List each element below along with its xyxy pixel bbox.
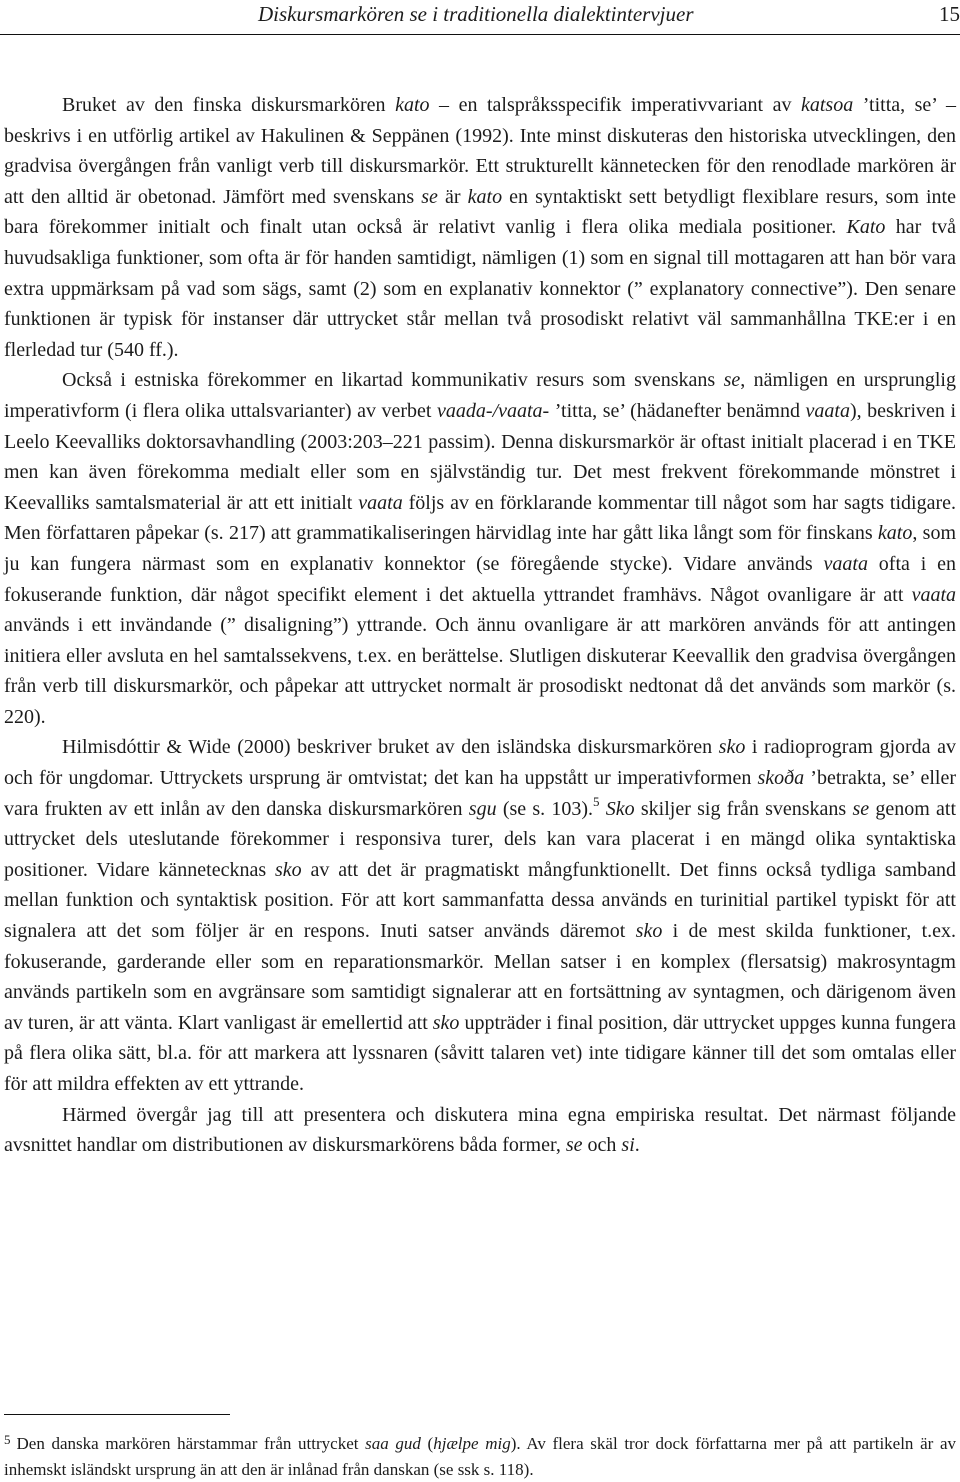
text-run: Den danska markören härstammar från uttrycket [16,1434,366,1453]
text-run: Härmed övergår jag till att presentera och diskutera mina egna empiriska resultat. Det närmast följande avsnittet handlar om distributionen av diskursmarkörens båda former, [4,1103,956,1157]
paragraph [4,365,956,732]
footnote-reference: 5 [593,793,600,809]
text-run: i de mest skilda funktioner, t.ex. fokuserande, garderande eller som en reparationsmarkör. Mellan satser i en komplex (flersatsig) makrosyntagm används partikeln som en avgränsare som samtidigt signalerar att en fortsättning av syntagmen, och därigenom även av turen, är att vänta. Klart vanligast är emellertid att [4,920,956,1034]
italic-term: Sko [605,797,635,820]
footnote-divider [4,1414,230,1415]
italic-term: vaada-/vaata- [437,399,550,422]
italic-term: vaata [911,583,956,606]
italic-term: si [621,1134,635,1157]
italic-term: sko [718,736,746,759]
page-header [0,0,960,35]
italic-term: se [421,185,438,208]
text-run: ), beskriven i Leelo Keevalliks doktorsavhandling (2003:203–221 passim). Denna diskursmarkör är oftast initialt placerad i en TKE men kan även förekomma medialt eller som en självständig tur. Det mest frekvent förekommande mönstret i Keevalliks samtalsmaterial är att ett initialt [4,399,956,514]
text-run: ’titta, se’ – beskrivs i en utförlig artikel av Hakulinen & Seppänen (1992). Inte minst diskuteras den historiska utvecklingen, den gradvisa övergången från vanligt verb till diskursmarkör. Ett strukturellt kännetecken för den renodlade markören är att den alltid är obetonad. Jämfört med svenskans [4,94,957,208]
italic-term: kato [467,185,503,208]
text-run: . [634,1134,640,1157]
italic-term: Kato [846,216,886,239]
italic-term: skoða [757,767,805,790]
italic-term: se [852,797,870,820]
italic-term: kato [877,522,913,545]
italic-term: se [565,1134,583,1157]
text-run: ’titta, se’ (hädanefter benämnd [549,399,806,422]
running-title: Diskursmarkören se i traditionella dialektintervjuer [258,2,694,26]
text-run: , nämligen en ursprunglig imperativform (i flera olika uttalsvarianter) av verbet [4,369,956,422]
italic-term: sko [275,858,302,881]
text-run: ofta i en fokuserande funktion, där något specifikt element i det aktuella yttrandet framhävs. Något ovanligare är att [4,552,956,606]
text-run: (se s. 103). [496,797,594,820]
text-run: används i ett invändande (” disaligning”) yttrande. Och ännu ovanligare är att markören används för att antingen initiera eller avsluta en hel samtalssekvens, t.ex. en berättelse. Slutligen diskuterar Keevallik den gradvisa övergången från verb till diskursmarkör, och påpekar att uttrycket normalt är prosodiskt nedtonat då det används som markör (s. 220). [4,614,956,728]
text-run: ( [420,1434,434,1453]
text-run: ’betrakta, se’ eller vara frukten av ett inlån av den danska diskursmarkören [4,767,956,820]
text-run: har två huvudsakliga funktioner, som ofta är för handen samtidigt, nämligen (1) som en signal till mottagaren att han bör vara extra uppmärksam på vad som sägs, samt (2) som en explanativ konnektor (” explanatory connective”). Den senare funktionen är typisk för instanser där uttrycket står mellan två prosodiskt relativt väl sammanhållna TKE:er i en flerledad tur (540 ff.). [4,216,956,361]
text-run: följs av en förklarande kommentar till något som har sagts tidigare. Men författaren påpekar (s. 217) att grammatikaliseringen härvidlag inte har gått lika långt som för finskans [4,491,956,545]
paragraph [4,732,956,1099]
italic-term: se [723,369,741,392]
paragraph [4,1100,956,1161]
italic-term: vaata [358,491,403,514]
text-run: och [582,1134,622,1157]
text-run: Hilmisdóttir & Wide (2000) beskriver bruket av den isländska diskursmarkören [62,736,719,759]
text-run: genom att uttrycket dels uteslutande förekommer i responsiva turer, dels kan vara placerat i en mängd olika syntaktiska positioner. Vidare kännetecknas [4,797,957,881]
italic-term: sko [432,1011,460,1034]
page-number: 15 [939,2,960,26]
footnote-mark: 5 [4,1432,11,1447]
footnote-text [4,1434,956,1479]
text-run: skiljer sig från svenskans [634,797,853,820]
text-run: av att det är pragmatiskt mångfunktionellt. Det finns också tydliga samband mellan funktion och syntaktisk position. För att kort sammanfatta dessa används en turinitial partikel typiskt för att signalera att det som följer är en respons. Inuti satser används däremot [4,858,956,943]
text-run: är [437,185,468,208]
italic-term: vaata [823,552,868,575]
italic-term: hjælpe mig [433,1434,511,1453]
text-run: Också i estniska förekommer en likartad kommunikativ resurs som svenskans [62,369,724,392]
text-run: en syntaktiskt sett betydligt flexiblare resurs, som inte bara förekommer initialt och finalt utan också är relativt vanlig i flera olika mediala positioner. [4,185,956,239]
italic-term: sko [635,920,663,943]
text-run: Bruket av den finska diskursmarkören [62,94,396,116]
text-run: – en talspråksspecifik imperativvariant av [429,94,801,116]
text-run: i radioprogram gjorda av och för ungdomar. Uttryckets ursprung är omtvistat; det kan ha uppstått ur imperativformen [4,736,956,790]
text-run: , som ju kan fungera närmast som en explanativ konnektor (se föregående stycke). Vidare används [4,522,956,575]
body-text [4,90,956,1161]
text-run: uppträder i final position, där uttrycket uppges kunna fungera på flera olika sätt, bl.a. för att markera att lyssnaren (såvitt talaren vet) inte tidigare känner till det som omtalas eller för att mildra effekten av ett yttrande. [4,1011,956,1095]
italic-term: vaata [805,399,850,422]
paragraph [4,90,956,365]
italic-term: kato [395,94,430,116]
footnote [4,1427,956,1482]
italic-term: sgu [468,797,497,820]
italic-term: saa gud [365,1434,421,1453]
text-run: ). Av flera skäl tror dock författarna mer på att partikeln är av inhemskt isländskt ursprung än att den är inlånad från danskan (se ssk s. 118). [4,1434,956,1479]
italic-term: katsoa [800,94,854,116]
